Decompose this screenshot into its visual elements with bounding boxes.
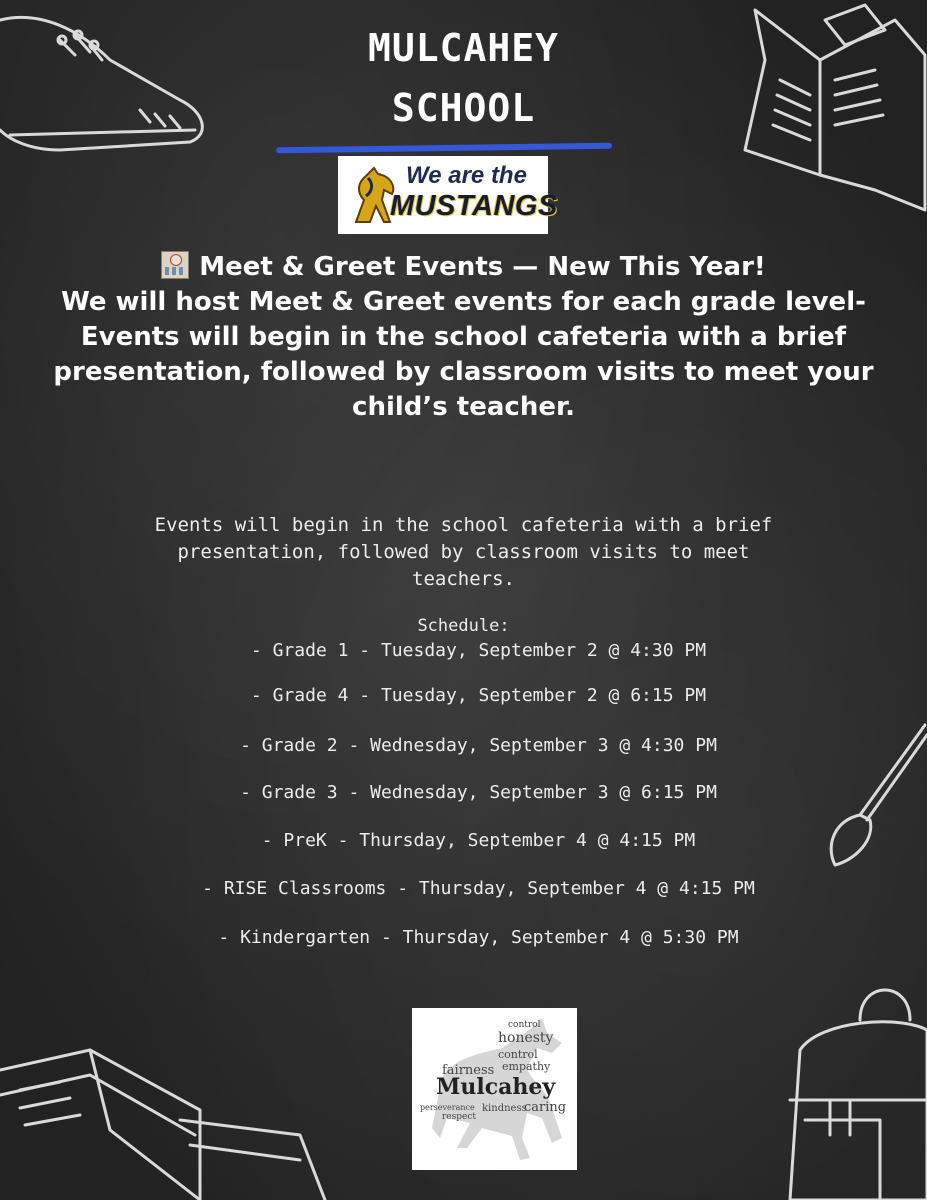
wordcloud-word: empathy [502, 1060, 551, 1073]
school-title-line2: SCHOOL [391, 86, 536, 130]
schedule-item: - Grade 4 - Tuesday, September 2 @ 6:15 PM [250, 685, 707, 706]
books-stack-doodle-icon [0, 1020, 330, 1200]
badge-line1: We are the [406, 162, 527, 189]
wordcloud-word: honesty [498, 1030, 554, 1046]
schedule-item: - Grade 1 - Tuesday, September 2 @ 4:30 PM [250, 640, 707, 661]
schedule-label: Schedule: [417, 616, 510, 636]
schedule-item: - Grade 2 - Wednesday, September 3 @ 4:30 PM [240, 735, 717, 756]
announcement-body: We will host Meet & Greet events for each grade level- Events will begin in the school cafeteria with a brief presentation, followed by classroom visits to meet your child’s teacher. [53, 287, 874, 422]
sneaker-doodle-icon [0, 0, 220, 160]
schedule-item: - Grade 3 - Wednesday, September 3 @ 6:15 PM [240, 782, 717, 803]
schedule-item: - RISE Classrooms - Thursday, September 4 @ 4:15 PM [202, 878, 755, 899]
wordcloud-word: caring [524, 1100, 567, 1115]
schedule-item: - Kindergarten - Thursday, September 4 @ 5:30 PM [218, 927, 739, 948]
schedule-item: - PreK - Thursday, September 4 @ 4:15 PM [261, 830, 696, 851]
announcement-heading: Meet & Greet Events — New This Year! [199, 252, 766, 282]
announcement [40, 250, 887, 425]
badge-line2: MUSTANGS [390, 190, 558, 222]
school-title-line1: MULCAHEY [367, 26, 560, 70]
wordcloud-word: control [498, 1048, 538, 1061]
wordcloud-word: respect [442, 1112, 476, 1122]
details-intro: Events will begin in the school cafeteria with a brief presentation, followed by classroom visits to meet teachers. [154, 514, 773, 590]
title-underline [276, 143, 612, 154]
wordcloud-word: fairness [442, 1063, 495, 1078]
mustangs-logo [338, 156, 558, 234]
school-building-icon [161, 251, 189, 279]
mulcahey-word-cloud [412, 1008, 577, 1170]
wordcloud-word: perseverance [420, 1103, 475, 1112]
wordcloud-word: control [508, 1020, 541, 1030]
backpack-doodle-icon [760, 960, 927, 1200]
wordcloud-word: kindness [482, 1103, 527, 1114]
wordcloud-word: Mulcahey [436, 1074, 556, 1100]
